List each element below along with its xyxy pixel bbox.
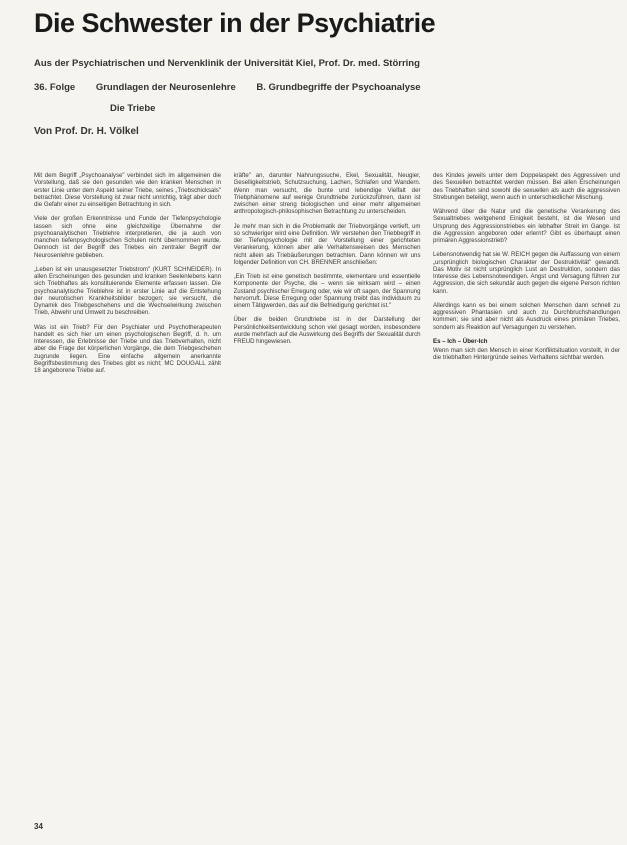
paragraph: „Leben ist ein unausgesetzter Triebstrom" (KURT SCHNEIDER). In allen Erscheinungen des gesunden und kranken Seelenlebens kann sich Triebhaftes als konstituierende Elemente erfassen lassen. Die psychoanalytische Trieblehre ist in erster Linie auf die Entstehung der neurotischen Krankheitsbilder bezogen; sie versucht, die Dynamik des Triebgeschehens und die Wechselwirkung zwischen Trieb, Abwehr und Umwelt zu beschreiben.	[34, 265, 221, 317]
text-column-1	[34, 172, 221, 812]
paragraph: Lebensnotwendig hat sie W. REICH gegen die Auffassung von einem „ursprünglich biologischen Charakter der Destruktivität" gewandt. Das Motiv ist nicht ursprünglich Lust an Destruktion, sondern das Interesse des Lebensnotwendigen. Angst und Versagung führen zur Aggression, die sich sekundär auch gegen die eigene Person richten kann.	[433, 251, 620, 295]
part-title: Die Triebe	[110, 103, 156, 114]
paragraph: Je mehr man sich in die Problematik der Triebvorgänge vertieft, um so schwieriger wird eine Definition. Wir verstehen den Triebbegriff in der Tiefenpsychologie mit der Vorstellung einer gerichteten Verankerung, können aber alle Verhaltensweisen des Menschen nicht allein als Triebäußerungen betrachten. Dann können wir uns folgender Definition von CH. BRENNER anschließen:	[233, 222, 421, 266]
paragraph: Viele der großen Erkenntnisse und Funde der Tiefenpsychologie lassen sich ohne eine gleichzeitige Übernahme der psychoanalytischen Trieblehre interpretieren, die ja auch von manchen tiefenpsychologischen Schulen nicht übernommen wurde. Dennoch ist der Begriff des Triebes ein zentraler Begriff der Neurosenlehre geblieben.	[34, 215, 221, 259]
paragraph: Wenn man sich den Mensch in einer Konfliktsituation vorstellt, in der die triebhaften Hintergründe seines Verhaltens sichtbar werden.	[433, 347, 620, 362]
article-subtitle: Aus der Psychiatrischen und Nervenklinik der Universität Kiel, Prof. Dr. med. Störring	[34, 58, 420, 69]
page-number: 34	[34, 822, 43, 831]
series-chapter: B. Grundbegriffe der Psychoanalyse	[256, 82, 421, 93]
article-title: Die Schwester in der Psychiatrie	[34, 8, 436, 38]
paragraph: Mit dem Begriff „Psychoanalyse" verbindet sich im allgemeinen die Vorstellung, daß sie den gesunden wie den kranken Menschen in erster Linie unter dem Aspekt seiner Triebe, seines „Triebschicksals" betrachtet. Diese Vorstellung ist zwar nicht unrichtig, trägt aber doch die Gefahr einer zu einseitigen Betrachtung in sich.	[34, 172, 221, 208]
series-number: 36. Folge	[34, 82, 76, 93]
paragraph: des Kindes jeweils unter dem Doppelaspekt des Aggressiven und des Sexuellen betrachtet werden müssen. Bei allen Erscheinungen des Triebhaften sind sowohl die sexuellen als auch die aggressiven Strebungen beteiligt, wenn auch in unterschiedlicher Mischung.	[433, 172, 620, 201]
section-heading: Es – Ich – Über-Ich	[433, 337, 488, 345]
paragraph: kräfte" an, darunter Nahrungssuche, Ekel, Sexualität, Neugier, Geselligkeitstrieb, Schutzsuchung, Lachen, Schlafen und Wandern. Wenn man versucht, die bunte und lebendige Vielfalt der Triebphänomene auf wenige Grundtriebe zurückzuführen, dann ist zwischen einer streng biologischen und einer mehr allgemeinen anthropologisch-philosophischen Betrachtung zu unterscheiden.	[233, 172, 421, 216]
paragraph: „Ein Trieb ist eine genetisch bestimmte, elementare und essentielle Komponente der Psyche, die – wenn sie wirksam wird – einen Zustand psychischer Erregung oder, wie wir oft sagen, der Spannung hervorruft. Diese Erregung oder Spannung treibt das Individuum zu einem Tätigwerden, das auf die Befriedigung gerichtet ist."	[233, 273, 421, 309]
series-line	[34, 82, 439, 93]
series-topic: Grundlagen der Neurosenlehre	[95, 82, 236, 93]
paragraph: Was ist ein Trieb? Für den Psychiater und Psychotherapeuten handelt es sich hier um einen psychologischen Begriff, d. h. um Interessen, die Erlebnisse der Triebe und das Triebverhalten, nicht aber die Frage der körperlichen Vorgänge, die dem Triebgeschehen zugrunde liegen. Eine einfache allgemein anerkannte Begriffsbestimmung des Triebes gibt es nicht; MC DOUGALL zählt 18 angeborene Triebe auf.	[34, 323, 221, 374]
text-column-3	[433, 172, 620, 812]
author-line: Von Prof. Dr. H. Völkel	[34, 126, 139, 137]
text-column-2	[234, 172, 421, 812]
paragraph: Während über die Natur und die genetische Verankerung des Sexualtriebes weitgehend Einigkeit besteht, ist die Wesen und Ursprung des Aggressionstriebes ein lebhafter Streit im Gange. Ist die Aggression angeboren oder erlernt? Gibt es überhaupt einen primären Aggressionstrieb?	[433, 208, 620, 244]
paragraph: Allerdings kann es bei einem solchen Menschen dann schnell zu aggressiven Phantasien und auch zu Durchbruchshandlungen kommen; sie sind aber nicht als Ausdruck eines primären Triebes, sondern als Reaktion auf Versagungen zu verstehen.	[433, 301, 620, 331]
paragraph: Über die beiden Grundtriebe ist in der Darstellung der Persönlichkeitsentwicklung schon viel gesagt worden, insbesondere wurde mehrfach auf die Auswirkung des Begriffs der Sexualität durch FREUD hingewiesen.	[233, 316, 421, 345]
body-columns	[34, 172, 620, 812]
